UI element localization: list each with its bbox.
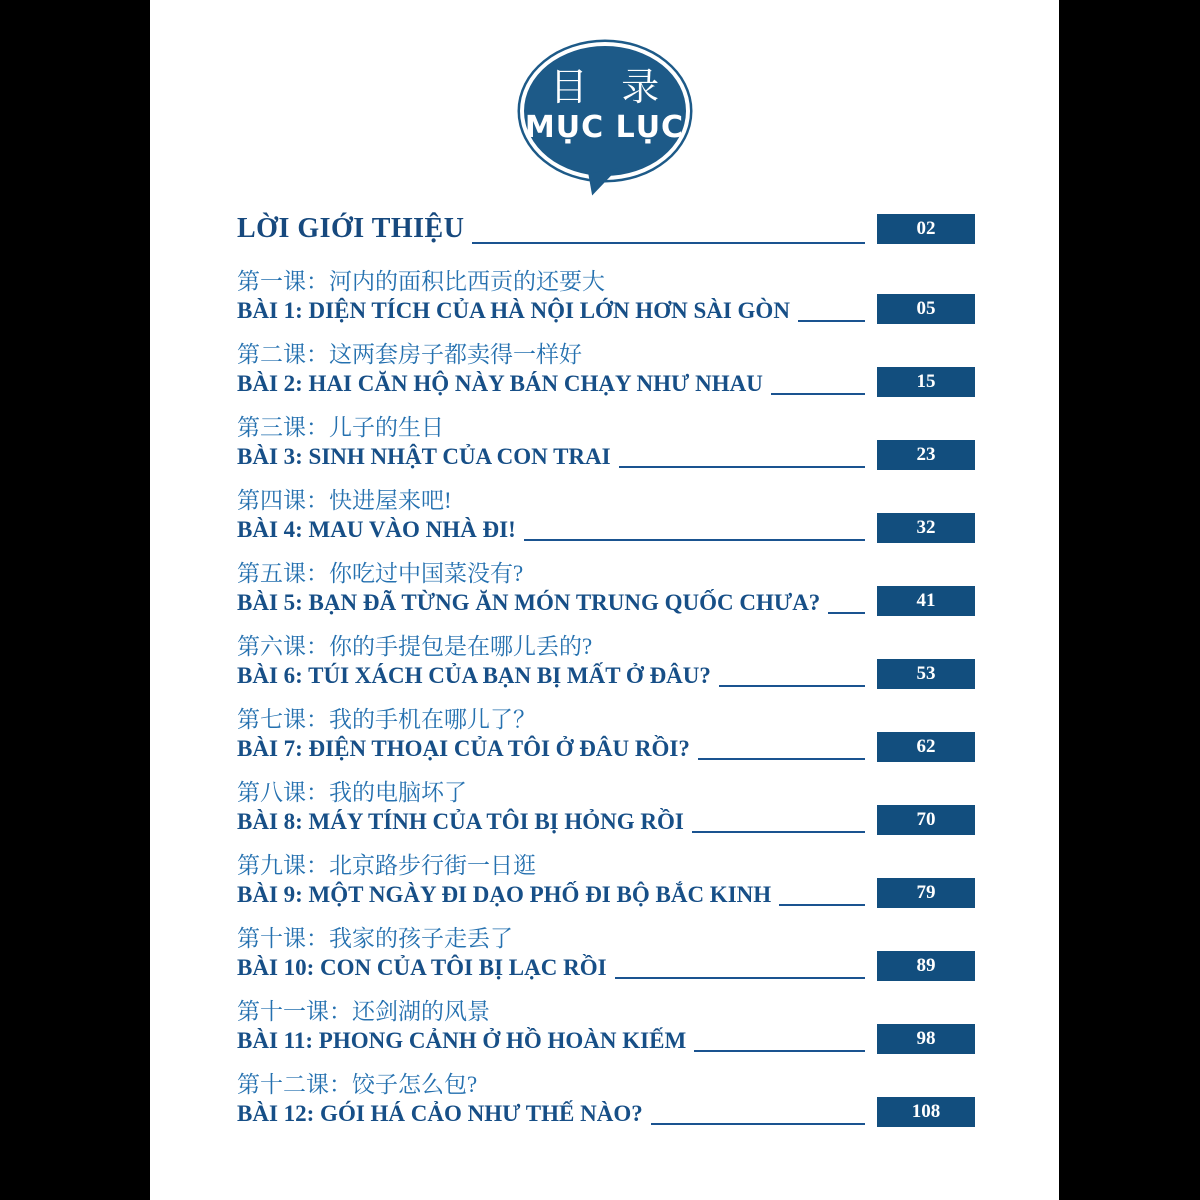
muc-luc-logo-bubble — [520, 42, 690, 180]
lesson-title-vietnamese: BÀI 2: HAI CĂN HỘ NÀY BÁN CHẠY NHƯ NHAU — [237, 371, 763, 396]
leader-line — [828, 612, 865, 614]
page-number-badge: 32 — [877, 513, 975, 543]
toc-entry-row — [237, 414, 975, 472]
toc-intro-row — [237, 212, 975, 246]
lesson-title-chinese: 第七课：我的手机在哪儿了？ — [237, 707, 536, 732]
leader-line — [472, 242, 865, 244]
toc-entry-row — [237, 560, 975, 618]
leader-line — [798, 320, 865, 322]
lesson-title-vietnamese: BÀI 5: BẠN ĐÃ TỪNG ĂN MÓN TRUNG QUỐC CHƯA? — [237, 590, 821, 615]
lesson-title-chinese: 第八课：我的电脑坏了 — [237, 780, 467, 805]
toc-entry-row — [237, 341, 975, 399]
lesson-title-vietnamese: BÀI 3: SINH NHẬT CỦA CON TRAI — [237, 444, 611, 469]
leader-line — [694, 1050, 865, 1052]
table-of-contents — [150, 212, 1059, 1129]
page-number-badge: 89 — [877, 951, 975, 981]
leader-line — [615, 977, 865, 979]
lesson-title-vietnamese: BÀI 1: DIỆN TÍCH CỦA HÀ NỘI LỚN HƠN SÀI GÒN — [237, 298, 790, 323]
leader-line — [719, 685, 865, 687]
lesson-title-vietnamese: BÀI 7: ĐIỆN THOẠI CỦA TÔI Ở ĐÂU RỒI? — [237, 736, 690, 761]
page-number-badge: 23 — [877, 440, 975, 470]
leader-line — [692, 831, 865, 833]
leader-line — [771, 393, 865, 395]
toc-entry-row — [237, 1071, 975, 1129]
document-page — [150, 0, 1059, 1200]
lesson-title-chinese: 第十一课：还剑湖的风景 — [237, 999, 490, 1024]
intro-title: LỜI GIỚI THIỆU — [237, 213, 465, 244]
page-number-badge: 53 — [877, 659, 975, 689]
toc-entries — [237, 268, 975, 1129]
page-number-badge: 98 — [877, 1024, 975, 1054]
page-number-badge: 41 — [877, 586, 975, 616]
logo-chinese-text: 目 录 — [549, 67, 672, 109]
page-number-badge: 02 — [877, 214, 975, 244]
page-number-badge: 79 — [877, 878, 975, 908]
toc-entry-row — [237, 779, 975, 837]
lesson-title-chinese: 第十二课：饺子怎么包? — [237, 1072, 478, 1097]
toc-entry-row — [237, 268, 975, 326]
toc-entry-row — [237, 925, 975, 983]
lesson-title-vietnamese: BÀI 12: GÓI HÁ CẢO NHƯ THẾ NÀO? — [237, 1101, 643, 1126]
lesson-title-chinese: 第三课：儿子的生日 — [237, 415, 444, 440]
leader-line — [619, 466, 865, 468]
page-number-badge: 15 — [877, 367, 975, 397]
toc-entry-row — [237, 633, 975, 691]
toc-entry-row — [237, 998, 975, 1056]
lesson-title-vietnamese: BÀI 8: MÁY TÍNH CỦA TÔI BỊ HỎNG RỒI — [237, 809, 684, 834]
lesson-title-vietnamese: BÀI 10: CON CỦA TÔI BỊ LẠC RỒI — [237, 955, 607, 980]
page-number-badge: 108 — [877, 1097, 975, 1127]
lesson-title-vietnamese: BÀI 4: MAU VÀO NHÀ ĐI! — [237, 517, 516, 542]
toc-entry-row — [237, 852, 975, 910]
lesson-title-chinese: 第十课：我家的孩子走丢了 — [237, 926, 513, 951]
toc-entry-row — [237, 487, 975, 545]
lesson-title-chinese: 第二课：这两套房子都卖得一样好 — [237, 342, 582, 367]
page-number-badge: 62 — [877, 732, 975, 762]
logo-vietnamese-text: MỤC LỤC — [524, 110, 685, 145]
lesson-title-vietnamese: BÀI 6: TÚI XÁCH CỦA BẠN BỊ MẤT Ở ĐÂU? — [237, 663, 711, 688]
lesson-title-chinese: 第九课：北京路步行街一日逛 — [237, 853, 536, 878]
lesson-title-chinese: 第四课：快进屋来吧! — [237, 488, 452, 513]
speech-bubble-tail-icon — [588, 169, 621, 196]
page-number-badge: 05 — [877, 294, 975, 324]
lesson-title-chinese: 第五课：你吃过中国菜没有? — [237, 561, 524, 586]
leader-line — [524, 539, 865, 541]
lesson-title-chinese: 第六课：你的手提包是在哪儿丢的? — [237, 634, 593, 659]
toc-entry-row — [237, 706, 975, 764]
lesson-title-chinese: 第一课：河内的面积比西贡的还要大 — [237, 269, 605, 294]
leader-line — [779, 904, 865, 906]
leader-line — [698, 758, 865, 760]
logo-area — [150, 0, 1059, 200]
lesson-title-vietnamese: BÀI 11: PHONG CẢNH Ở HỒ HOÀN KIẾM — [237, 1028, 687, 1053]
lesson-title-vietnamese: BÀI 9: MỘT NGÀY ĐI DẠO PHỐ ĐI BỘ BẮC KINH — [237, 882, 772, 907]
leader-line — [651, 1123, 865, 1125]
page-number-badge: 70 — [877, 805, 975, 835]
